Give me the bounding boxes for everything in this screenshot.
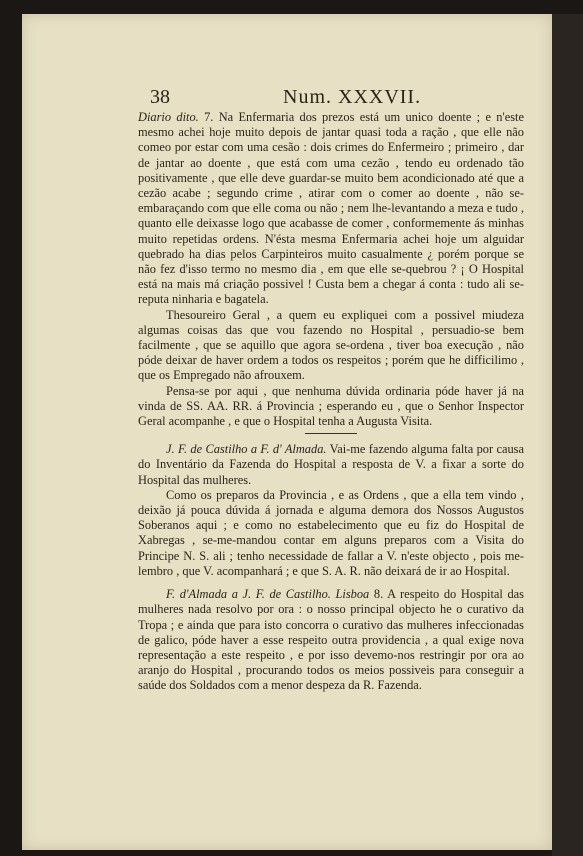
section-divider [305, 433, 357, 434]
paragraph-visita: Pensa-se por aqui , que nenhuma dúvida ordinaria póde haver já na vinda de SS. AA. RR. á Provincia ; esperando eu , que o Senhor Inspector Geral acompanhe , e que o Hospital tenha a Augusta Visita. [138, 383, 524, 429]
section-divider [138, 579, 524, 587]
paragraph-body: Vai-me fazendo alguma falta por causa do Inventário da Fazenda do Hospital a resposta de V. a fixar a sorte do Hospital das mulheres. [138, 442, 524, 487]
paragraph-diario [138, 110, 524, 308]
page-header [150, 86, 530, 110]
paragraph-preparos: Como os preparos da Provincia , e as Ordens , que a ella tem vindo , deixão já pouca dúvida á jornada e alguma demora dos Nossos Augustos Soberanos aqui ; e como no estabelecimento que eu fiz do Hospital de Xabregas , se-me-mandou contar em alguns preparos com a Visita do Principe N. S. ali ; tenho necessidade de fallar a V. n'este objecto , pois me-lembro , que V. acompanhará ; e que S. A. R. não deixará de ir ao Hospital. [138, 487, 524, 578]
paragraph-almada [138, 587, 524, 693]
page-edge [552, 14, 583, 856]
paragraph-castilho [138, 442, 524, 488]
paragraph-lead: Diario dito. [138, 110, 199, 124]
paragraph-lead: J. F. de Castilho a F. d' Almada. [166, 442, 327, 457]
paragraph-lead: F. d'Almada a J. F. de Castilho. Lisboa [166, 587, 370, 602]
body-text [138, 110, 524, 694]
page-title: Num. XXXVII. [283, 86, 422, 108]
paragraph-body: 8. A respeito do Hospital das mulheres nada resolvo por ora : o nosso principal objecto he o curativo da Tropa ; e ainda que para isto concorra o curativo das mulheres infeccionadas de galico, póde haver a esse respeito outra providencia , a qual exige nova representação a este respeito , e por isso devemo-nos restringir por ora ao aranjo do Hospital , procurando todos os meios possiveis para conseguir a saúde dos Soldados com a menor despeza da R. Fazenda. [138, 587, 524, 693]
page-number: 38 [150, 86, 170, 108]
paragraph-body: 7. Na Enfermaria dos prezos está um unico doente ; e n'este mesmo achei hoje muito depois de jantar quasi toda a ração , que elle não comeo por estar com uma cesão : dois crimes do Enfermeiro ; primeiro , dar de jantar ao doente , que está com uma cezão , tendo eu ordenado tão positivamente , que elle deve guardar-se muito bem acondicionado até que a cezão acabe ; segundo crime , atirar com o comer ao doente , não se-embaraçando com que elle coma ou não ; nem lhe-levantando a meza e tudo , quanto elle deixasse logo que acabasse de comer , conformemente ás minhas muito repetidas ordens. N'ésta mesma Enfermaria achei hoje um alguidar quebrado ha dias pelos Carpinteiros muito casualmente ¿ porém porque se não fez d'isso termo no mesmo dia , em que elle se-quebrou ? ¡ O Hospital está na mais má criação possivel ! Custa bem a chegar á conta : tudo ali se-reputa ninharia e bagatela. [138, 110, 524, 307]
paragraph-thesoureiro: Thesoureiro Geral , a quem eu expliquei com a possivel miudeza algumas coisas das que vou fazendo no Hospital , persuadio-se bem facilmente , que se aquillo que agora se-ordena , tiver boa execução , não póde deixar de haver ordem a todos os respeitos ; porém que he difficilimo , que os Empregado não afrouxem. [138, 307, 524, 383]
